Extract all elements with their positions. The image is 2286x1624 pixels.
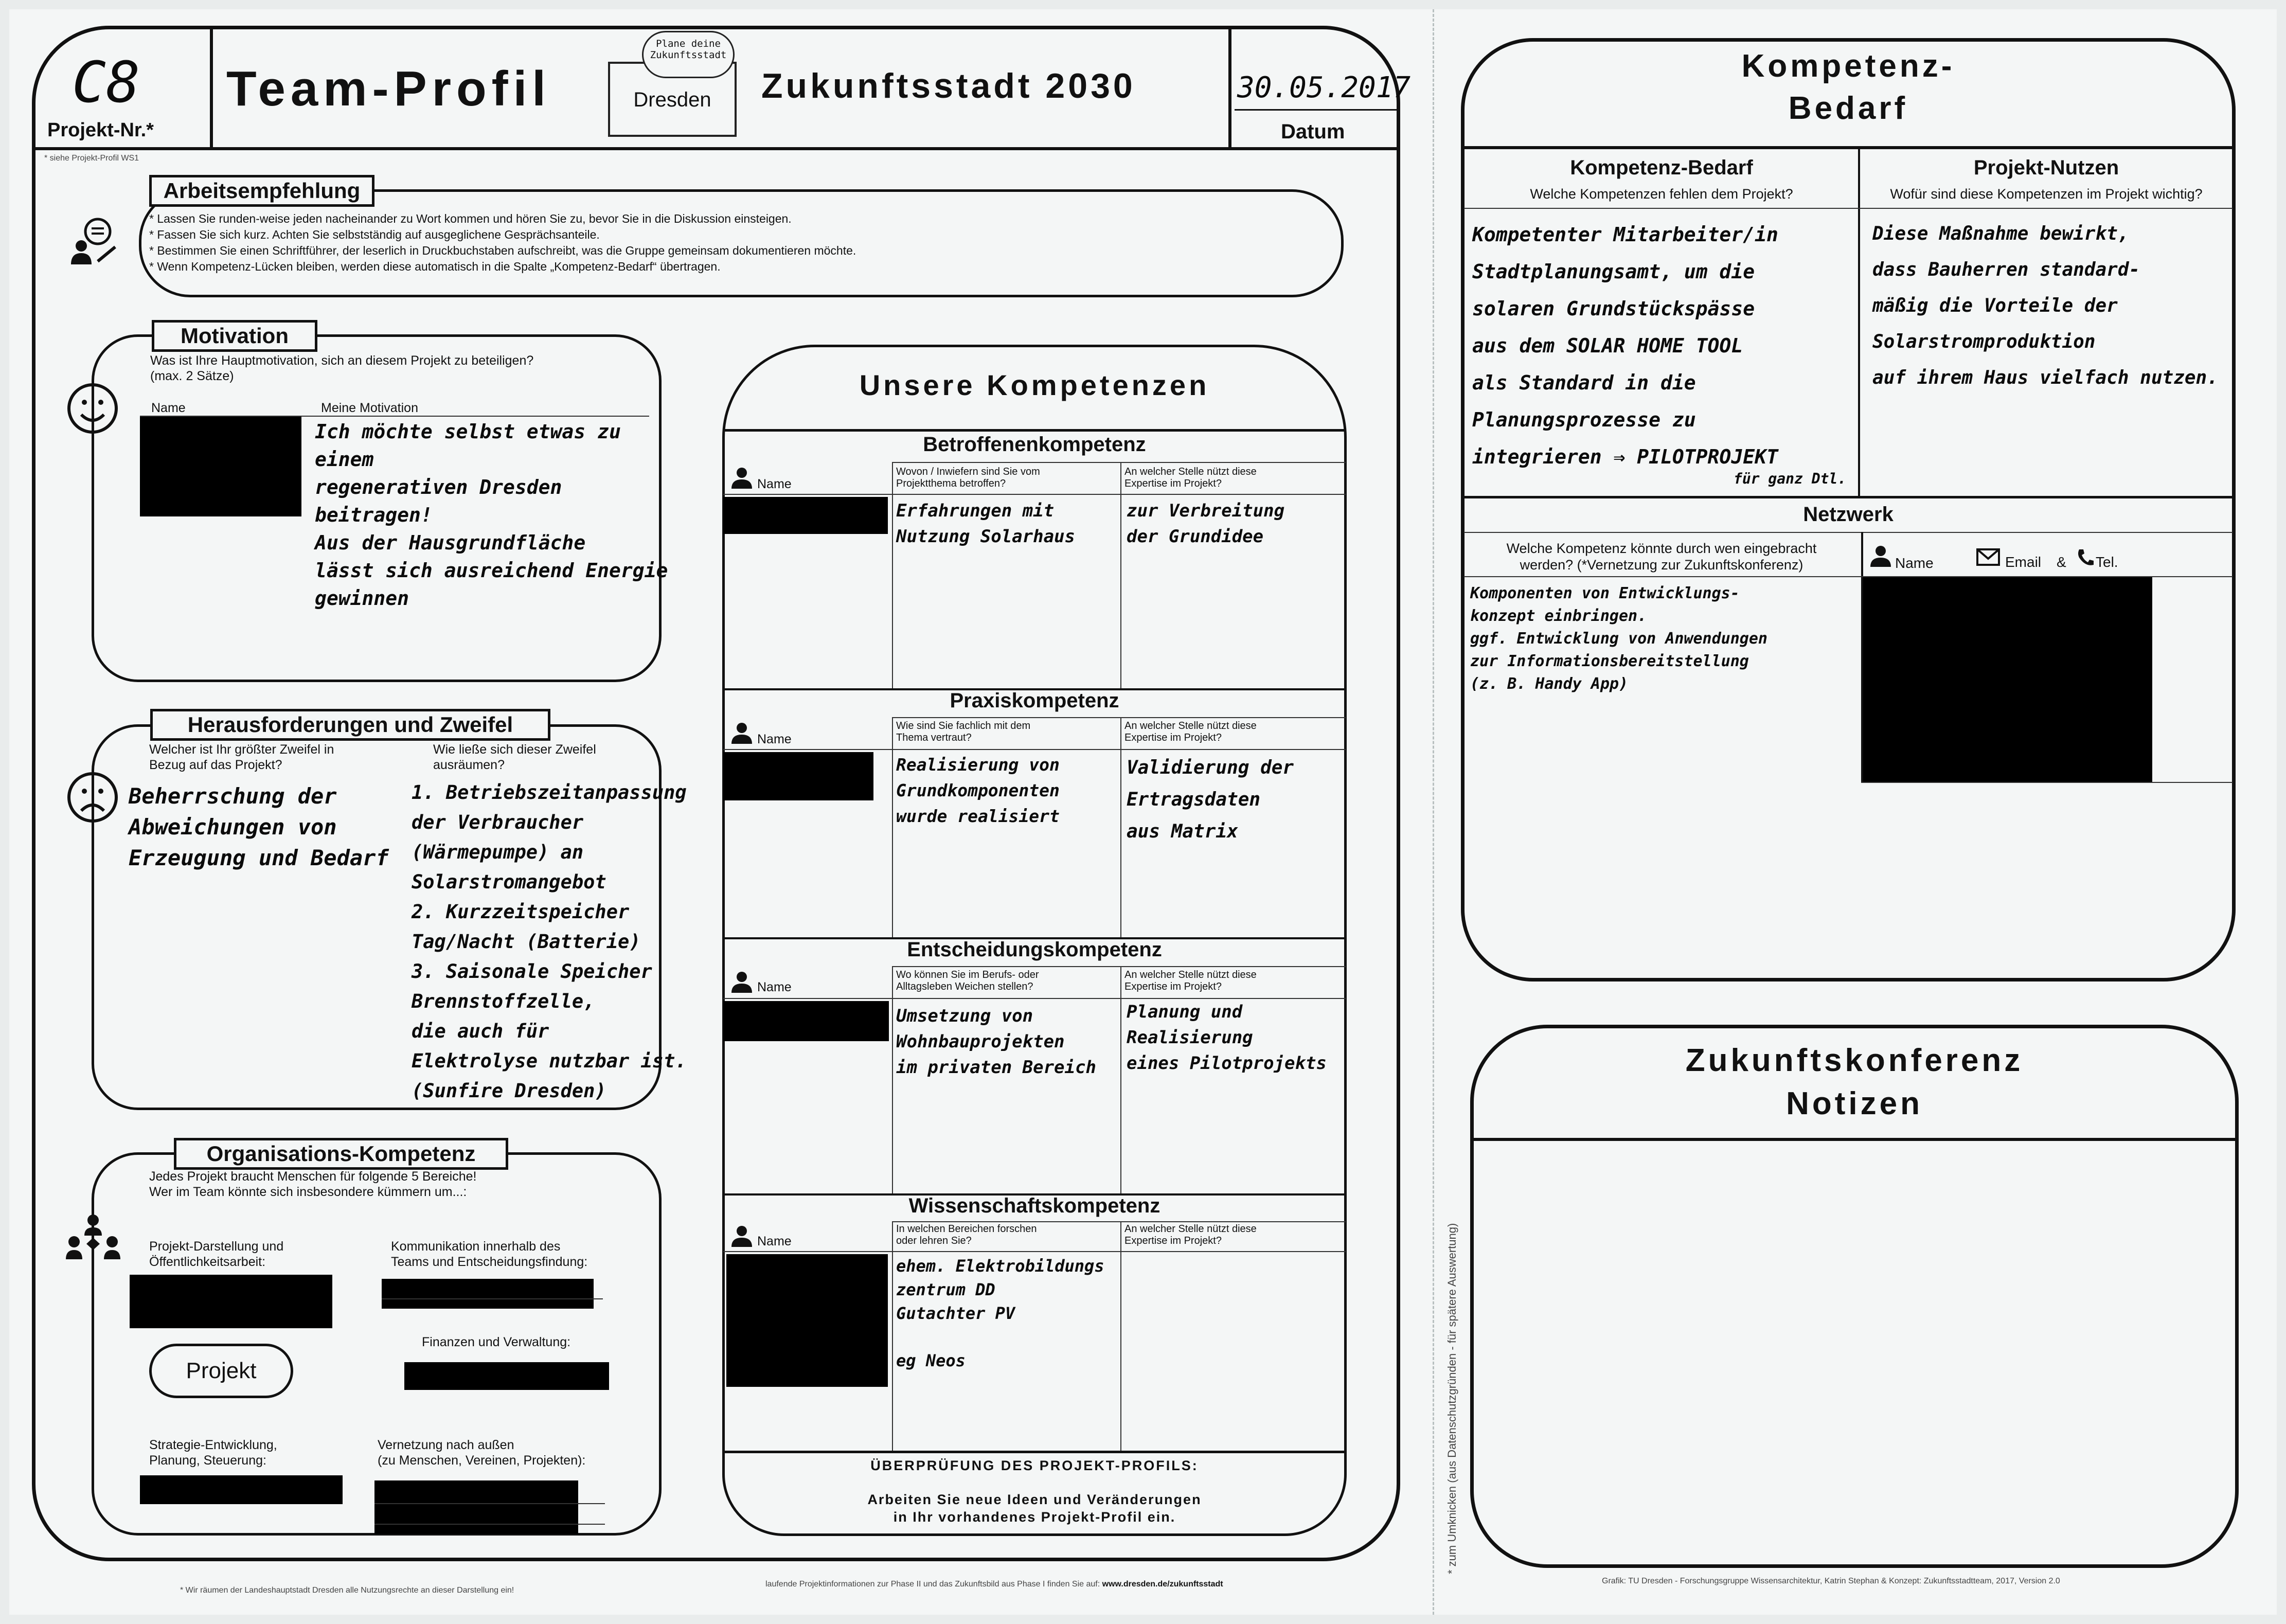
section4-q2: An welcher Stelle nützt diese Expertise im Projekt? — [1124, 1223, 1257, 1246]
kb-col1-answer-note: für ganz Dtl. — [1734, 470, 1847, 487]
redacted-field3 — [404, 1362, 609, 1390]
arbeitsempfehlung-title: Arbeitsempfehlung — [149, 175, 374, 207]
phone-icon — [2076, 547, 2095, 568]
project-note: * siehe Projekt-Profil WS1 — [44, 154, 139, 163]
organisation-people-icon — [65, 1213, 121, 1264]
organisation-field5-label: Vernetzung nach außen (zu Menschen, Vereinen, Projekten): — [378, 1438, 586, 1468]
redacted-field1 — [130, 1275, 332, 1328]
motivation-title: Motivation — [152, 320, 317, 352]
page-title: Team-Profil — [226, 61, 551, 116]
section2-col2 — [1120, 717, 1121, 937]
netzwerk-title: Netzwerk — [1803, 503, 1894, 526]
footer-left: * Wir räumen der Landeshauptstadt Dresden alle Nutzungsrechte an dieser Darstellung ein! — [180, 1586, 514, 1595]
section1-name-label: Name — [757, 477, 792, 491]
redacted-field5 — [374, 1480, 578, 1534]
herausforderungen-answer1: Beherrschung der Abweichungen von Erzeugung und Bedarf — [129, 783, 389, 870]
section4-header-line — [723, 1251, 1346, 1252]
dresden-logo — [606, 31, 739, 139]
netzwerk-name-label: Name — [1895, 555, 1934, 571]
section4-title-line — [893, 1221, 1346, 1222]
section1-header-line — [723, 494, 1346, 495]
logo-city: Dresden — [633, 88, 711, 111]
herausforderungen-answer2: 1. Betriebszeitanpassung der Verbraucher (Wärmepumpe) an Solarstromangebot 2. Kurzzeitspeicher Tag/Nacht (Batterie) 3. Saisonale Speicher Brennstoffzelle, die auch für Elektrolyse nutzbar ist. (Sunfire Dresden) — [412, 781, 687, 1102]
bullet-3: * Bestimmen Sie einen Schriftführer, der leserlich in Druckbuchstaben aufschreibt, was die Gruppe gemeinsam dokumentieren möchte. — [149, 244, 856, 257]
section2-title: Praxiskompetenz — [950, 689, 1119, 712]
footer-url[interactable]: www.dresden.de/zukunftsstadt — [1102, 1580, 1223, 1589]
kb-netzwerk-top — [1464, 496, 2233, 498]
bullet-4: * Wenn Kompetenz-Lücken bleiben, werden diese automatisch in die Spalte „Kompetenz-Bedarf“ übertragen. — [149, 260, 721, 273]
organisation-field3-label: Finanzen und Verwaltung: — [422, 1335, 571, 1349]
section3-col2 — [1120, 966, 1121, 1193]
motivation-handwritten: Ich möchte selbst etwas zu einem regenerativen Dresden beitragen! Aus der Hausgrundfläche lässt sich ausreichend Energie gewinnen — [315, 420, 668, 610]
section1-a2: zur Verbreitung der Grundidee — [1127, 501, 1285, 547]
organisation-field2-label: Kommunikation innerhalb des Teams und Entscheidungsfindung: — [391, 1239, 588, 1269]
review-text: Arbeiten Sie neue Ideen und Veränderungen in Ihr vorhandenes Projekt-Profil ein. — [867, 1492, 1202, 1525]
field5-line-1 — [374, 1503, 605, 1504]
projekt-ellipse-label: Projekt — [186, 1358, 257, 1383]
header-divider-1 — [210, 28, 213, 147]
fold-line — [1433, 9, 1434, 1615]
section2-name-label: Name — [757, 732, 792, 746]
section1-q1: Wovon / Inwiefern sind Sie vom Projektthema betroffen? — [896, 466, 1040, 489]
review-title: ÜBERPRÜFUNG DES PROJEKT-PROFILS: — [870, 1458, 1199, 1473]
date-value: 30.05.2017 — [1237, 71, 1411, 104]
date-underline — [1235, 109, 1397, 111]
section4-name-label: Name — [757, 1234, 792, 1248]
footer-right: Grafik: TU Dresden - Forschungsgruppe Wissensarchitektur, Katrin Stephan & Konzept: Zukunftsstadtteam, 2017, Version 2.0 — [1602, 1577, 2060, 1585]
organisation-field1-label: Projekt-Darstellung und Öffentlichkeitsarbeit: — [149, 1239, 284, 1269]
netzwerk-amp: & — [2057, 554, 2066, 570]
section3-title: Entscheidungskompetenz — [907, 938, 1162, 961]
kb-col2-title: Projekt-Nutzen — [1973, 156, 2119, 179]
redacted-name-motivation — [140, 417, 301, 516]
person-icon-s2 — [730, 721, 753, 744]
person-icon-s4 — [730, 1224, 753, 1247]
person-icon-s3 — [730, 970, 753, 993]
netzwerk-email-label: Email — [2005, 554, 2042, 570]
section4-title: Wissenschaftskompetenz — [908, 1194, 1160, 1217]
zukunftskonferenz-title: Zukunftskonferenz Notizen — [1685, 1043, 2024, 1121]
redacted-field4 — [140, 1475, 343, 1504]
kompetenzbedarf-title: Kompetenz- Bedarf — [1741, 48, 1955, 126]
project-number-label: Projekt-Nr.* — [47, 119, 154, 141]
netzwerk-bottom-line — [1861, 782, 2233, 783]
chat-person-icon — [68, 215, 119, 266]
fold-note-text: * zum Umknicken (aus Datenschutzgründen - für spätere Auswertung) — [1445, 1223, 1458, 1574]
kb-title-line — [1464, 146, 2233, 149]
section1-a1: Erfahrungen mit Nutzung Solarhaus — [896, 501, 1075, 547]
project-number-value: C8 — [72, 49, 140, 115]
redacted-name-s3 — [723, 1001, 889, 1041]
section3-q1: Wo können Sie im Berufs- oder Alltagsleben Weichen stellen? — [896, 969, 1039, 992]
redacted-name-s1 — [723, 497, 888, 534]
footer-middle — [765, 1579, 1223, 1590]
bullet-1: * Lassen Sie runden-weise jeden nacheinander zu Wort kommen und hören Sie zu, bevor Sie in die Diskussion einsteigen. — [149, 212, 792, 225]
person-icon-s1 — [730, 466, 753, 489]
motivation-label: Meine Motivation — [321, 401, 418, 415]
person-icon-netzwerk — [1869, 544, 1892, 567]
section4-col1 — [892, 1221, 893, 1451]
redacted-name-s2 — [723, 752, 873, 800]
page-subtitle: Zukunftsstadt 2030 — [761, 66, 1136, 105]
section2-col1 — [892, 717, 893, 937]
section1-title: Betroffenenkompetenz — [923, 433, 1146, 456]
section2-q2: An welcher Stelle nützt diese Expertise im Projekt? — [1124, 720, 1257, 743]
section2-header-line — [723, 749, 1346, 750]
section4-a1: ehem. Elektrobildungs zentrum DD Gutachter PV eg Neos — [896, 1256, 1104, 1370]
section3-col1 — [892, 966, 893, 1193]
arbeitsempfehlung-bullets — [149, 211, 1332, 275]
motivation-name-label: Name — [151, 401, 186, 415]
bullet-2: * Fassen Sie sich kurz. Achten Sie selbstständig auf ausgeglichene Gesprächsanteile. — [149, 228, 600, 241]
motivation-question: Was ist Ihre Hauptmotivation, sich an diesem Projekt zu beteiligen? (max. 2 Sätze) — [150, 353, 534, 383]
section3-name-label: Name — [757, 980, 792, 994]
herausforderungen-title: Herausforderungen und Zweifel — [150, 709, 550, 741]
kb-col1-question: Welche Kompetenzen fehlen dem Projekt? — [1530, 186, 1793, 202]
redacted-name-s4 — [726, 1254, 888, 1387]
section2-q1: Wie sind Sie fachlich mit dem Thema vertraut? — [896, 720, 1031, 743]
kompetenzen-title: Unsere Kompetenzen — [859, 369, 1210, 401]
date-label: Datum — [1281, 120, 1345, 143]
redacted-field2 — [382, 1279, 594, 1309]
organisation-intro: Jedes Projekt braucht Menschen für folgende 5 Bereiche! Wer im Team könnte sich insbesondere kümmern um...: — [149, 1169, 477, 1199]
herausforderungen-q2: Wie ließe sich dieser Zweifel ausräumen? — [433, 742, 596, 772]
netzwerk-tel-label: Tel. — [2096, 554, 2118, 570]
projekt-ellipse — [149, 1344, 293, 1398]
kb-col1-answer: Kompetenter Mitarbeiter/in Stadtplanungsamt, um die solaren Grundstückspässe aus dem SOLAR HOME TOOL als Standard in die Planungsprozesse zu integrieren ⇒ PILOTPROJEKT — [1472, 223, 1778, 468]
kompetenzen-top-line — [723, 429, 1346, 432]
kb-header-line — [1464, 208, 2233, 209]
section3-title-line — [893, 966, 1346, 967]
redacted-netzwerk-contact — [1863, 577, 2152, 782]
zk-title-line — [1473, 1138, 2236, 1141]
section2-a1: Realisierung von Grundkomponenten wurde realisiert — [896, 755, 1060, 826]
section1-q2: An welcher Stelle nützt diese Expertise im Projekt? — [1124, 466, 1257, 489]
section4-q1: In welchen Bereichen forschen oder lehren Sie? — [896, 1223, 1037, 1246]
organisation-title: Organisations-Kompetenz — [174, 1138, 508, 1170]
kompetenzen-bottom-line — [723, 1451, 1346, 1453]
logo-bubble-text: Plane deine Zukunftsstadt — [650, 38, 727, 61]
fold-note — [1445, 1111, 1459, 1574]
footer-middle-prefix: laufende Projektinformationen zur Phase II und das Zukunftsbild aus Phase I finden Sie auf: — [765, 1580, 1102, 1589]
header-bottom-line — [35, 147, 1397, 150]
section4-col2 — [1120, 1221, 1121, 1451]
netzwerk-answer: Komponenten von Entwicklungs- konzept einbringen. ggf. Entwicklung von Anwendungen zur Informationsbereitstellung (z. B. Handy App) — [1470, 584, 1767, 693]
header-divider-2 — [1228, 28, 1231, 147]
netzwerk-question: Welche Kompetenz könnte durch wen eingebracht werden? (*Vernetzung zur Zukunftskonferenz) — [1506, 541, 1817, 573]
herausforderungen-q1: Welcher ist Ihr größter Zweifel in Bezug auf das Projekt? — [149, 742, 334, 772]
field2-line — [382, 1298, 603, 1299]
netzwerk-title-line — [1464, 532, 2233, 533]
field5-line-2 — [374, 1524, 605, 1525]
organisation-field4-label: Strategie-Entwicklung, Planung, Steuerung: — [149, 1438, 277, 1468]
section1-title-line — [893, 462, 1346, 463]
email-icon — [1976, 548, 2000, 566]
section2-title-line — [893, 717, 1346, 718]
smiley-happy-icon — [66, 382, 119, 435]
kb-col1-title: Kompetenz-Bedarf — [1570, 156, 1753, 179]
section1-col1 — [892, 462, 893, 688]
section2-a2: Validierung der Ertragsdaten aus Matrix — [1127, 757, 1294, 842]
smiley-sad-icon — [66, 771, 119, 824]
section3-a2: Planung und Realisierung eines Pilotprojekts — [1127, 1002, 1327, 1074]
kb-col2-question: Wofür sind diese Kompetenzen im Projekt wichtig? — [1890, 186, 2203, 202]
kb-col2-answer: Diese Maßnahme bewirkt, dass Bauherren standard- mäßig die Vorteile der Solarstromproduktion auf ihrem Haus vielfach nutzen. — [1872, 223, 2218, 388]
section3-a1: Umsetzung von Wohnbauprojekten im privaten Bereich — [896, 1006, 1096, 1078]
section3-q2: An welcher Stelle nützt diese Expertise im Projekt? — [1124, 969, 1257, 992]
section1-col2 — [1120, 462, 1121, 688]
